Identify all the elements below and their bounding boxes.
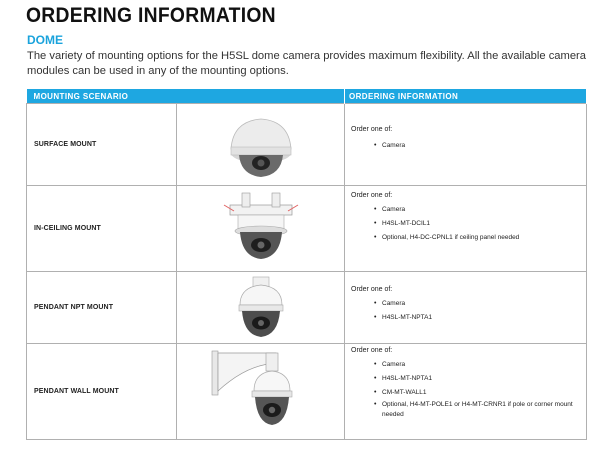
scenario-label: PENDANT NPT MOUNT [27,272,177,344]
table-row [27,272,587,344]
table-row [27,104,587,186]
pendant-wall-mount-image [177,344,345,440]
scenario-label: PENDANT WALL MOUNT [27,344,177,440]
ordering-table [26,89,587,440]
scenario-label: SURFACE MOUNT [27,104,177,186]
order-heading: Order one of: [351,192,393,199]
in-ceiling-mount-image [177,186,345,272]
surface-mount-image [177,104,345,186]
pendant-npt-mount-image [177,272,345,344]
order-heading: Order one of: [351,286,393,293]
order-heading: Order one of: [351,126,393,133]
page-title: ORDERING INFORMATION [26,4,276,27]
scenario-label: IN-CEILING MOUNT [27,186,177,272]
list-item: • Camera [382,358,586,372]
order-list [351,139,586,153]
table-row [27,344,587,440]
list-item [382,400,586,420]
section-title: DOME [27,33,63,47]
pendant-wall-mount-camera-icon [206,347,316,437]
list-item: • CM-MT-WALL1 [382,386,586,400]
pendant-npt-mount-camera-icon [226,275,296,341]
in-ceiling-mount-camera-icon [216,191,306,267]
order-cell [345,104,587,186]
order-cell [345,344,587,440]
list-item-line: needed [382,411,404,418]
order-cell [345,272,587,344]
order-list [351,297,586,325]
table-row [27,186,587,272]
list-item: • Optional, H4-DC-CPNL1 if ceiling panel needed [382,231,586,245]
list-item: • H4SL-MT-NPTA1 [382,311,586,325]
list-item-line: Optional, H4-MT-POLE1 or H4-MT-CRNR1 if pole or corner mount [382,401,573,408]
list-item: • Camera [382,297,586,311]
table-header-row [27,89,587,104]
list-item: • H4SL-MT-NPTA1 [382,372,586,386]
order-heading: Order one of: [351,347,393,354]
list-item: • H4SL-MT-DCIL1 [382,217,586,231]
surface-mount-camera-icon [221,109,301,181]
order-cell [345,186,587,272]
intro-paragraph: The variety of mounting options for the H5SL dome camera provides maximum flexibility. All the available camera modules can be used in any of the mounting options. [27,50,587,77]
header-ordering-information: ORDERING INFORMATION [345,89,587,104]
list-item: • Camera [382,203,586,217]
order-list [351,203,586,245]
list-item: • Camera [382,139,586,153]
order-list [351,358,586,420]
header-mounting-scenario: MOUNTING SCENARIO [27,89,345,104]
